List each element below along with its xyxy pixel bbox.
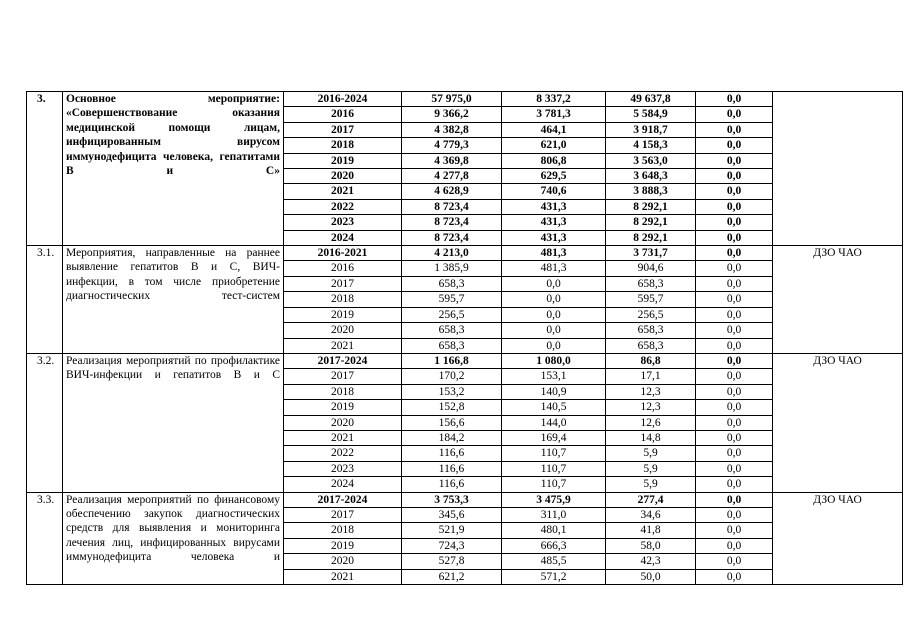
other-cell: 0,0 xyxy=(696,153,773,168)
federal-cell: 431,3 xyxy=(502,230,606,245)
total-cell: 184,2 xyxy=(402,430,502,445)
federal-cell: 621,0 xyxy=(502,138,606,153)
other-cell: 0,0 xyxy=(696,538,773,553)
other-cell: 0,0 xyxy=(696,554,773,569)
period-cell: 2018 xyxy=(284,292,402,307)
table-row xyxy=(27,492,903,507)
district-cell: 86,8 xyxy=(606,353,696,368)
period-cell: 2017 xyxy=(284,122,402,137)
federal-cell: 571,2 xyxy=(502,569,606,584)
total-cell: 658,3 xyxy=(402,276,502,291)
federal-cell: 110,7 xyxy=(502,461,606,476)
period-cell: 2017-2024 xyxy=(284,492,402,507)
responsible-executor: ДЗО ЧАО xyxy=(773,246,903,354)
period-cell: 2016 xyxy=(284,261,402,276)
district-cell: 8 292,1 xyxy=(606,215,696,230)
period-cell: 2023 xyxy=(284,461,402,476)
district-cell: 5,9 xyxy=(606,477,696,492)
district-cell: 34,6 xyxy=(606,507,696,522)
federal-cell: 806,8 xyxy=(502,153,606,168)
total-cell: 4 382,8 xyxy=(402,122,502,137)
period-cell: 2021 xyxy=(284,569,402,584)
table-row xyxy=(27,92,903,107)
other-cell: 0,0 xyxy=(696,184,773,199)
other-cell: 0,0 xyxy=(696,492,773,507)
other-cell: 0,0 xyxy=(696,430,773,445)
district-cell: 17,1 xyxy=(606,369,696,384)
district-cell: 3 918,7 xyxy=(606,122,696,137)
period-cell: 2021 xyxy=(284,430,402,445)
district-cell: 58,0 xyxy=(606,538,696,553)
period-cell: 2016-2024 xyxy=(284,92,402,107)
total-cell: 658,3 xyxy=(402,338,502,353)
total-cell: 116,6 xyxy=(402,461,502,476)
total-cell: 256,5 xyxy=(402,307,502,322)
federal-cell: 169,4 xyxy=(502,430,606,445)
period-cell: 2019 xyxy=(284,400,402,415)
other-cell: 0,0 xyxy=(696,199,773,214)
other-cell: 0,0 xyxy=(696,92,773,107)
federal-cell: 629,5 xyxy=(502,169,606,184)
period-cell: 2020 xyxy=(284,323,402,338)
total-cell: 521,9 xyxy=(402,523,502,538)
other-cell: 0,0 xyxy=(696,215,773,230)
period-cell: 2016 xyxy=(284,107,402,122)
district-cell: 50,0 xyxy=(606,569,696,584)
other-cell: 0,0 xyxy=(696,122,773,137)
federal-cell: 110,7 xyxy=(502,477,606,492)
other-cell: 0,0 xyxy=(696,292,773,307)
period-cell: 2016-2021 xyxy=(284,246,402,261)
total-cell: 116,6 xyxy=(402,477,502,492)
total-cell: 4 213,0 xyxy=(402,246,502,261)
total-cell: 1 166,8 xyxy=(402,353,502,368)
district-cell: 3 888,3 xyxy=(606,184,696,199)
other-cell: 0,0 xyxy=(696,169,773,184)
period-cell: 2020 xyxy=(284,554,402,569)
federal-cell: 0,0 xyxy=(502,292,606,307)
document-page xyxy=(26,91,903,585)
federal-cell: 0,0 xyxy=(502,276,606,291)
total-cell: 1 385,9 xyxy=(402,261,502,276)
period-cell: 2019 xyxy=(284,307,402,322)
district-cell: 3 563,0 xyxy=(606,153,696,168)
other-cell: 0,0 xyxy=(696,400,773,415)
federal-cell: 8 337,2 xyxy=(502,92,606,107)
total-cell: 8 723,4 xyxy=(402,199,502,214)
federal-cell: 0,0 xyxy=(502,307,606,322)
other-cell: 0,0 xyxy=(696,246,773,261)
period-cell: 2019 xyxy=(284,153,402,168)
period-cell: 2022 xyxy=(284,446,402,461)
district-cell: 42,3 xyxy=(606,554,696,569)
district-cell: 14,8 xyxy=(606,430,696,445)
district-cell: 41,8 xyxy=(606,523,696,538)
other-cell: 0,0 xyxy=(696,523,773,538)
item-number: 3.2. xyxy=(27,353,63,492)
item-number: 3.3. xyxy=(27,492,63,584)
item-number: 3.1. xyxy=(27,246,63,354)
total-cell: 4 779,3 xyxy=(402,138,502,153)
other-cell: 0,0 xyxy=(696,569,773,584)
district-cell: 595,7 xyxy=(606,292,696,307)
federal-cell: 481,3 xyxy=(502,246,606,261)
district-cell: 277,4 xyxy=(606,492,696,507)
table-row xyxy=(27,246,903,261)
district-cell: 12,3 xyxy=(606,400,696,415)
item-description: Реализация мероприятий по профилактике ВИЧ-инфекции и гепатитов В и С xyxy=(63,353,284,492)
total-cell: 8 723,4 xyxy=(402,230,502,245)
period-cell: 2017 xyxy=(284,276,402,291)
period-cell: 2021 xyxy=(284,184,402,199)
total-cell: 658,3 xyxy=(402,323,502,338)
federal-cell: 110,7 xyxy=(502,446,606,461)
federal-cell: 0,0 xyxy=(502,323,606,338)
program-funding-table xyxy=(26,91,903,585)
period-cell: 2018 xyxy=(284,138,402,153)
federal-cell: 140,5 xyxy=(502,400,606,415)
federal-cell: 3 475,9 xyxy=(502,492,606,507)
total-cell: 116,6 xyxy=(402,446,502,461)
total-cell: 595,7 xyxy=(402,292,502,307)
period-cell: 2017-2024 xyxy=(284,353,402,368)
responsible-executor: ДЗО ЧАО xyxy=(773,492,903,584)
federal-cell: 3 781,3 xyxy=(502,107,606,122)
total-cell: 8 723,4 xyxy=(402,215,502,230)
item-number: 3. xyxy=(27,92,63,246)
district-cell: 256,5 xyxy=(606,307,696,322)
other-cell: 0,0 xyxy=(696,477,773,492)
period-cell: 2023 xyxy=(284,215,402,230)
period-cell: 2018 xyxy=(284,384,402,399)
federal-cell: 431,3 xyxy=(502,215,606,230)
period-cell: 2021 xyxy=(284,338,402,353)
total-cell: 170,2 xyxy=(402,369,502,384)
federal-cell: 144,0 xyxy=(502,415,606,430)
total-cell: 152,8 xyxy=(402,400,502,415)
federal-cell: 1 080,0 xyxy=(502,353,606,368)
other-cell: 0,0 xyxy=(696,261,773,276)
table-row xyxy=(27,353,903,368)
district-cell: 3 648,3 xyxy=(606,169,696,184)
district-cell: 8 292,1 xyxy=(606,199,696,214)
period-cell: 2018 xyxy=(284,523,402,538)
other-cell: 0,0 xyxy=(696,384,773,399)
total-cell: 345,6 xyxy=(402,507,502,522)
total-cell: 724,3 xyxy=(402,538,502,553)
district-cell: 4 158,3 xyxy=(606,138,696,153)
period-cell: 2024 xyxy=(284,477,402,492)
period-cell: 2017 xyxy=(284,507,402,522)
federal-cell: 481,3 xyxy=(502,261,606,276)
other-cell: 0,0 xyxy=(696,415,773,430)
item-description: Мероприятия, направленные на раннее выявление гепатитов В и С, ВИЧ-инфекции, в том числе приобретение диагностических тест-систем xyxy=(63,246,284,354)
other-cell: 0,0 xyxy=(696,507,773,522)
district-cell: 49 637,8 xyxy=(606,92,696,107)
district-cell: 5,9 xyxy=(606,446,696,461)
total-cell: 153,2 xyxy=(402,384,502,399)
other-cell: 0,0 xyxy=(696,446,773,461)
district-cell: 8 292,1 xyxy=(606,230,696,245)
period-cell: 2017 xyxy=(284,369,402,384)
other-cell: 0,0 xyxy=(696,323,773,338)
other-cell: 0,0 xyxy=(696,307,773,322)
district-cell: 904,6 xyxy=(606,261,696,276)
federal-cell: 740,6 xyxy=(502,184,606,199)
period-cell: 2020 xyxy=(284,169,402,184)
period-cell: 2022 xyxy=(284,199,402,214)
federal-cell: 666,3 xyxy=(502,538,606,553)
district-cell: 12,3 xyxy=(606,384,696,399)
federal-cell: 0,0 xyxy=(502,338,606,353)
period-cell: 2020 xyxy=(284,415,402,430)
other-cell: 0,0 xyxy=(696,138,773,153)
responsible-executor xyxy=(773,92,903,246)
total-cell: 4 628,9 xyxy=(402,184,502,199)
total-cell: 9 366,2 xyxy=(402,107,502,122)
period-cell: 2019 xyxy=(284,538,402,553)
district-cell: 658,3 xyxy=(606,338,696,353)
total-cell: 57 975,0 xyxy=(402,92,502,107)
other-cell: 0,0 xyxy=(696,107,773,122)
period-cell: 2024 xyxy=(284,230,402,245)
district-cell: 658,3 xyxy=(606,276,696,291)
federal-cell: 431,3 xyxy=(502,199,606,214)
federal-cell: 464,1 xyxy=(502,122,606,137)
district-cell: 658,3 xyxy=(606,323,696,338)
total-cell: 621,2 xyxy=(402,569,502,584)
district-cell: 12,6 xyxy=(606,415,696,430)
federal-cell: 153,1 xyxy=(502,369,606,384)
total-cell: 4 369,8 xyxy=(402,153,502,168)
other-cell: 0,0 xyxy=(696,338,773,353)
total-cell: 527,8 xyxy=(402,554,502,569)
district-cell: 3 731,7 xyxy=(606,246,696,261)
total-cell: 3 753,3 xyxy=(402,492,502,507)
other-cell: 0,0 xyxy=(696,353,773,368)
district-cell: 5 584,9 xyxy=(606,107,696,122)
other-cell: 0,0 xyxy=(696,369,773,384)
responsible-executor: ДЗО ЧАО xyxy=(773,353,903,492)
other-cell: 0,0 xyxy=(696,461,773,476)
other-cell: 0,0 xyxy=(696,276,773,291)
federal-cell: 311,0 xyxy=(502,507,606,522)
federal-cell: 485,5 xyxy=(502,554,606,569)
item-description: Основное мероприятие: «Совершенствование оказания медицинской помощи лицам, инфицированным вирусом иммунодефицита человека, гепатитами В и С» xyxy=(63,92,284,246)
item-description: Реализация мероприятий по финансовому обеспечению закупок диагностических средств для выявления и мониторинга лечения лиц, инфицированных вирусами иммунодефицита человека и xyxy=(63,492,284,584)
federal-cell: 140,9 xyxy=(502,384,606,399)
other-cell: 0,0 xyxy=(696,230,773,245)
federal-cell: 480,1 xyxy=(502,523,606,538)
district-cell: 5,9 xyxy=(606,461,696,476)
total-cell: 156,6 xyxy=(402,415,502,430)
total-cell: 4 277,8 xyxy=(402,169,502,184)
